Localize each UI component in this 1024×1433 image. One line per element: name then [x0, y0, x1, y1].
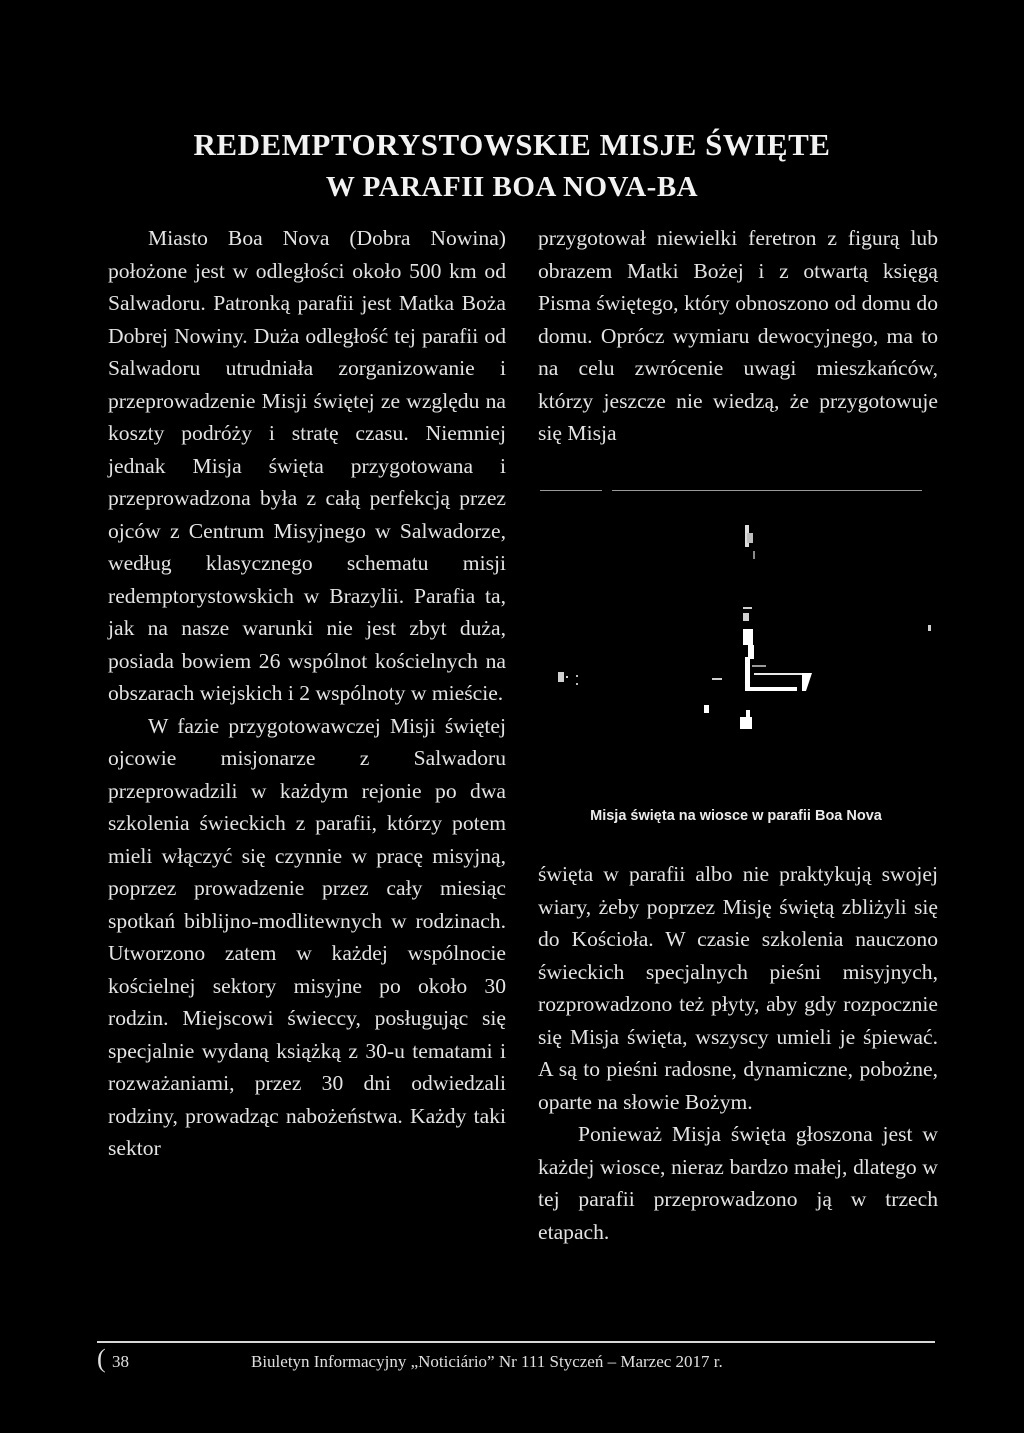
- right-column-top: [538, 222, 938, 450]
- left-paragraph-2: W fazie przygotowawczej Misji świętej ojcowie misjonarze z Salwadoru przeprowadzili w każdym rejonie po dwa szkolenia świeckich z parafii, którzy potem mieli włączyć się czynnie w pracę misyjną, poprzez prowadzenie przez cały miesiąc spotkań biblijno-modlitewnych w rodzinach. Utworzono zatem w każdej wspólnocie kościelnej sektory misyjne po około 30 rodzin. Miejscowi świeccy, posługując się specjalnie wydaną książką z 30-u tematami i rozważaniami, przez 30 dni odwiedzali rodziny, prowadząc nabożeństwa. Każdy taki sektor: [108, 713, 506, 1160]
- left-paragraph-1: Miasto Boa Nova (Dobra Nowina) położone jest w odległości około 500 km od Salwadoru. Patronką parafii jest Matka Boża Dobrej Nowiny. Duża odległość tej parafii od Salwadoru utrudniała zorganizowanie i przeprowadzenie Misji świętej ze względu na koszty podróży i stratę czasu. Niemniej jednak Misja święta przygotowana i przeprowadzona była z całą perfekcją przez ojców z Centrum Misyjnego w Salwadorze, według klasycznego schematu misji redemptorystowskich w Brazylii. Parafia ta, jak na nasze warunki nie jest zbyt duża, posiada bowiem 26 wspólnot kościelnych na obszarach wiejskich i 2 wspólnoty w mieście.: [108, 226, 506, 705]
- right-paragraph-continued: przygotował niewielki feretron z figurą lub obrazem Matki Bożej i z otwartą księgą Pisma świętego, który obnoszono od domu do domu. Oprócz wymiaru dewocyjnego, ma to na celu zwrócenie uwagi mieszkańców, którzy jeszcze nie wiedzą, że przygotowuje się Misja: [538, 226, 938, 445]
- mission-photo-image: [540, 505, 932, 797]
- article-title-line-2: W PARAFII BOA NOVA-BA: [325, 171, 699, 203]
- right-paragraph-3: święta w parafii albo nie praktykują swojej wiary, żeby poprzez Misję świętą zbliżyli się do Kościoła. W czasie szkolenia nauczono świeckich specjalnych pieśni misyjnych, rozprowadzono też płyty, aby gdy rozpocznie się Misja święta, wszyscy umieli je śpiewać. A są to pieśni radosne, dynamiczne, pobożne, oparte na słowie Bożym.: [538, 862, 938, 1114]
- article-title-line-1: REDEMPTORYSTOWSKIE MISJE ŚWIĘTE: [193, 127, 831, 162]
- page-number-bracket-icon: (: [97, 1344, 106, 1373]
- photo-caption: Misja święta na wiosce w parafii Boa Nova: [590, 808, 882, 824]
- right-paragraph-4: Ponieważ Misja święta głoszona jest w każdej wiosce, nieraz bardzo małej, dlatego w tej parafii przeprowadzono ją w trzech etapach.: [538, 1122, 938, 1244]
- footer-publication: Biuletyn Informacyjny „Noticiário” Nr 111 Styczeń – Marzec 2017 r.: [251, 1352, 723, 1371]
- separator-line-long: [612, 490, 922, 491]
- left-column: [108, 222, 506, 1165]
- right-column-bottom: [538, 858, 938, 1248]
- separator-line-short: [540, 490, 602, 491]
- page-number: 38: [112, 1352, 129, 1371]
- mission-photo: [540, 505, 932, 797]
- footer-rule: [97, 1341, 935, 1343]
